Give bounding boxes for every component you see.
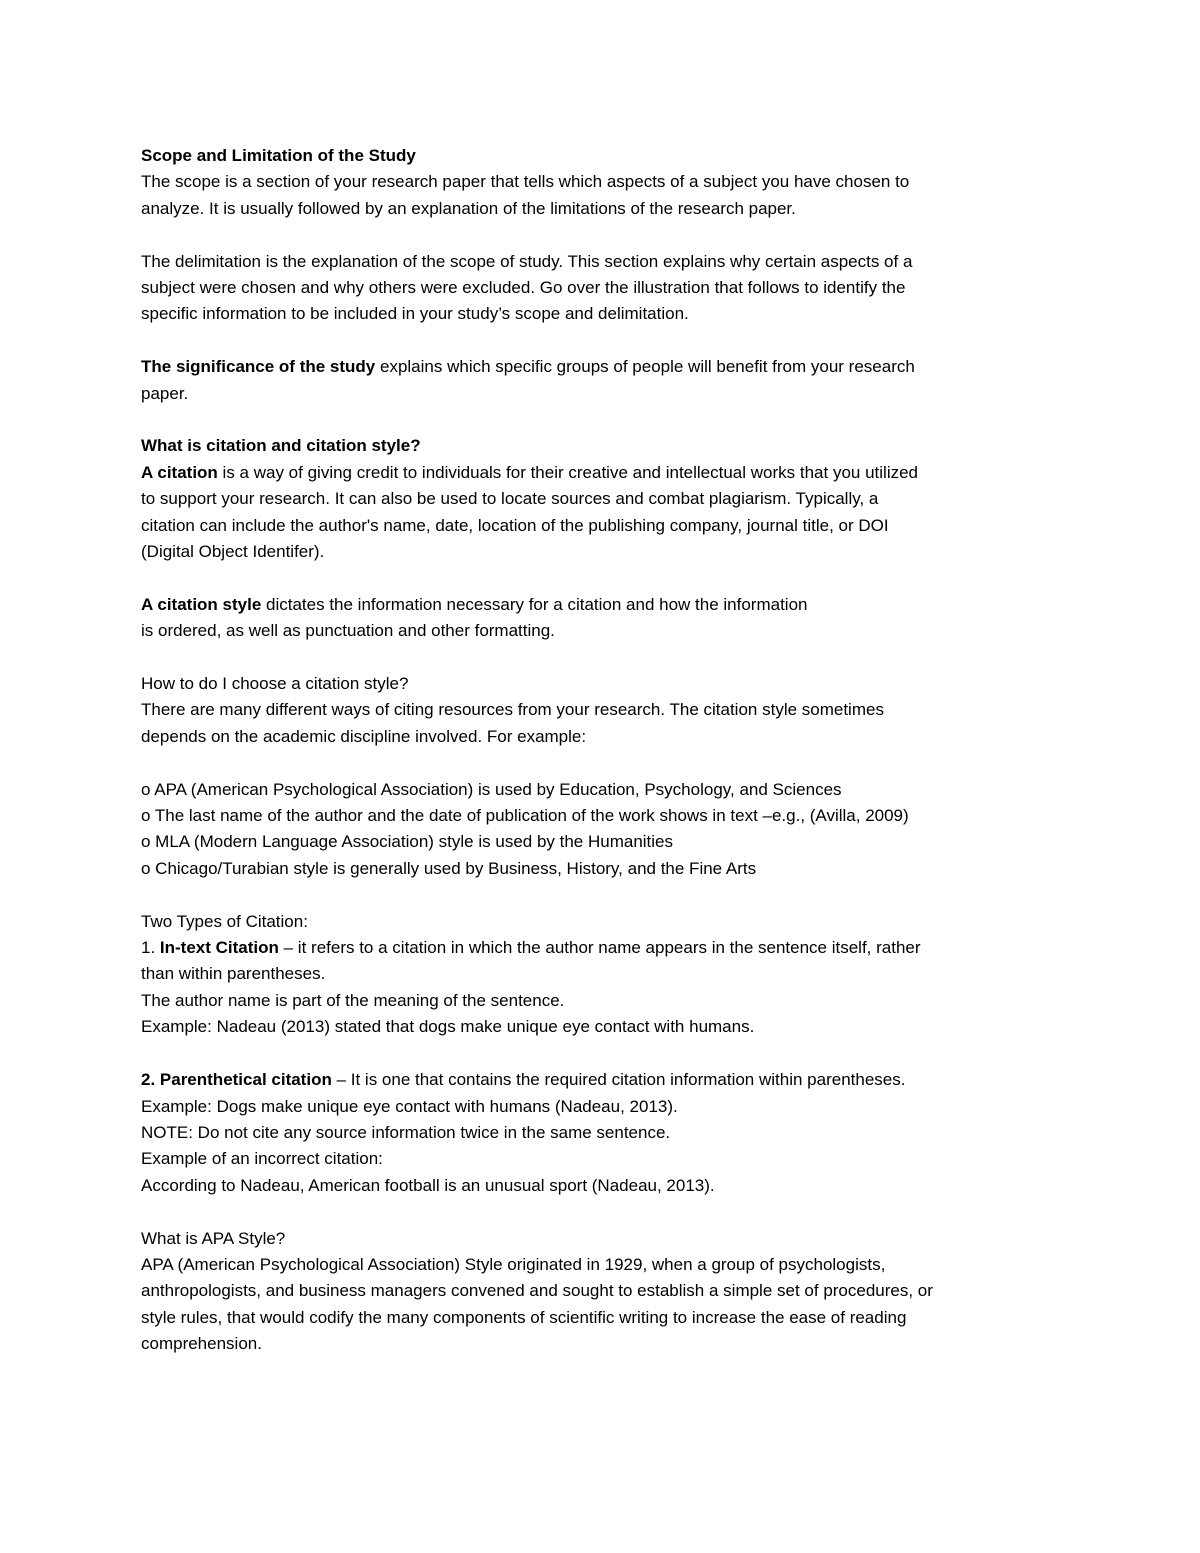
citation-style-line xyxy=(141,592,1061,618)
citation-heading: What is citation and citation style? xyxy=(141,436,421,456)
bullet-item: o MLA (Modern Language Association) style is used by the Humanities xyxy=(141,832,674,852)
parenthetical-example: Example: Dogs make unique eye contact with humans (Nadeau, 2013). xyxy=(141,1096,678,1116)
intext-number: 1. xyxy=(141,938,160,958)
citation-definition-text: is a way of giving credit to individuals for their creative and intellectual works that you utilized xyxy=(217,462,919,482)
delimitation-paragraph-line: specific information to be included in your study’s scope and delimitation. xyxy=(141,304,689,324)
intext-text: – it refers to a citation in which the author name appears in the sentence itself, rather xyxy=(278,938,921,958)
parenthetical-text: – It is one that contains the required citation information within parentheses. xyxy=(331,1070,906,1090)
citation-definition-line: citation can include the author's name, date, location of the publishing company, journal title, or DOI xyxy=(141,515,889,535)
intext-line xyxy=(141,935,1061,961)
paragraph-spacer xyxy=(141,328,1061,354)
delimitation-paragraph-line: subject were chosen and why others were excluded. Go over the illustration that follows to identify the xyxy=(141,278,906,298)
scope-heading: Scope and Limitation of the Study xyxy=(141,146,416,165)
delimitation-paragraph-line: The delimitation is the explanation of the scope of study. This section explains why certain aspects of a xyxy=(141,251,913,271)
citation-definition-line xyxy=(141,460,1061,486)
paragraph-spacer xyxy=(141,750,1061,776)
significance-term: The significance of the study xyxy=(141,357,376,377)
intext-term: In-text Citation xyxy=(159,938,279,958)
parenthetical-line xyxy=(141,1067,1061,1093)
intext-line: The author name is part of the meaning of the sentence. xyxy=(141,990,565,1010)
bullet-item: o The last name of the author and the date of publication of the work shows in text –e.g., (Avilla, 2009) xyxy=(141,806,909,826)
parenthetical-incorrect-example: According to Nadeau, American football is an unusual sport (Nadeau, 2013). xyxy=(141,1175,715,1195)
paragraph-spacer xyxy=(141,1041,1061,1067)
citation-style-text: dictates the information necessary for a citation and how the information xyxy=(261,594,808,614)
intext-example: Example: Nadeau (2013) stated that dogs make unique eye contact with humans. xyxy=(141,1017,755,1037)
choose-paragraph-line: depends on the academic discipline involved. For example: xyxy=(141,726,587,746)
paragraph-spacer xyxy=(141,407,1061,433)
apa-paragraph-line: comprehension. xyxy=(141,1334,262,1354)
apa-paragraph-line: APA (American Psychological Association) Style originated in 1929, when a group of psychologists, xyxy=(141,1254,886,1274)
citation-style-term: A citation style xyxy=(141,594,262,614)
parenthetical-note: NOTE: Do not cite any source information twice in the same sentence. xyxy=(141,1122,671,1142)
document-body xyxy=(141,143,1061,1358)
significance-paragraph-line xyxy=(141,354,1061,380)
intext-line: than within parentheses. xyxy=(141,964,326,984)
paragraph-spacer xyxy=(141,882,1061,908)
apa-paragraph-line: style rules, that would codify the many components of scientific writing to increase the ease of reading xyxy=(141,1307,907,1327)
significance-paragraph-line: paper. xyxy=(141,383,189,403)
citation-style-line: is ordered, as well as punctuation and other formatting. xyxy=(141,621,555,641)
paragraph-spacer xyxy=(141,645,1061,671)
citation-definition-line: to support your research. It can also be used to locate sources and combat plagiarism. Typically, a xyxy=(141,489,879,509)
parenthetical-line: Example of an incorrect citation: xyxy=(141,1149,383,1169)
paragraph-spacer xyxy=(141,565,1061,591)
apa-paragraph-line: anthropologists, and business managers convened and sought to establish a simple set of procedures, or xyxy=(141,1281,933,1301)
significance-text: explains which specific groups of people will benefit from your research xyxy=(375,357,915,377)
choose-heading: How to do I choose a citation style? xyxy=(141,674,409,694)
bullet-item: o APA (American Psychological Association) is used by Education, Psychology, and Sciences xyxy=(141,779,842,799)
paragraph-spacer xyxy=(141,222,1061,248)
paragraph-spacer xyxy=(141,1199,1061,1225)
choose-paragraph-line: There are many different ways of citing resources from your research. The citation style sometimes xyxy=(141,700,884,720)
bullet-item: o Chicago/Turabian style is generally used by Business, History, and the Fine Arts xyxy=(141,858,757,878)
types-heading: Two Types of Citation: xyxy=(141,911,308,931)
citation-term: A citation xyxy=(141,462,218,482)
parenthetical-term: 2. Parenthetical citation xyxy=(141,1070,332,1090)
scope-paragraph-line: analyze. It is usually followed by an explanation of the limitations of the research paper. xyxy=(141,198,796,218)
citation-definition-line: (Digital Object Identifer). xyxy=(141,542,325,562)
apa-heading: What is APA Style? xyxy=(141,1228,286,1248)
scope-paragraph-line: The scope is a section of your research paper that tells which aspects of a subject you have chosen to xyxy=(141,172,910,192)
